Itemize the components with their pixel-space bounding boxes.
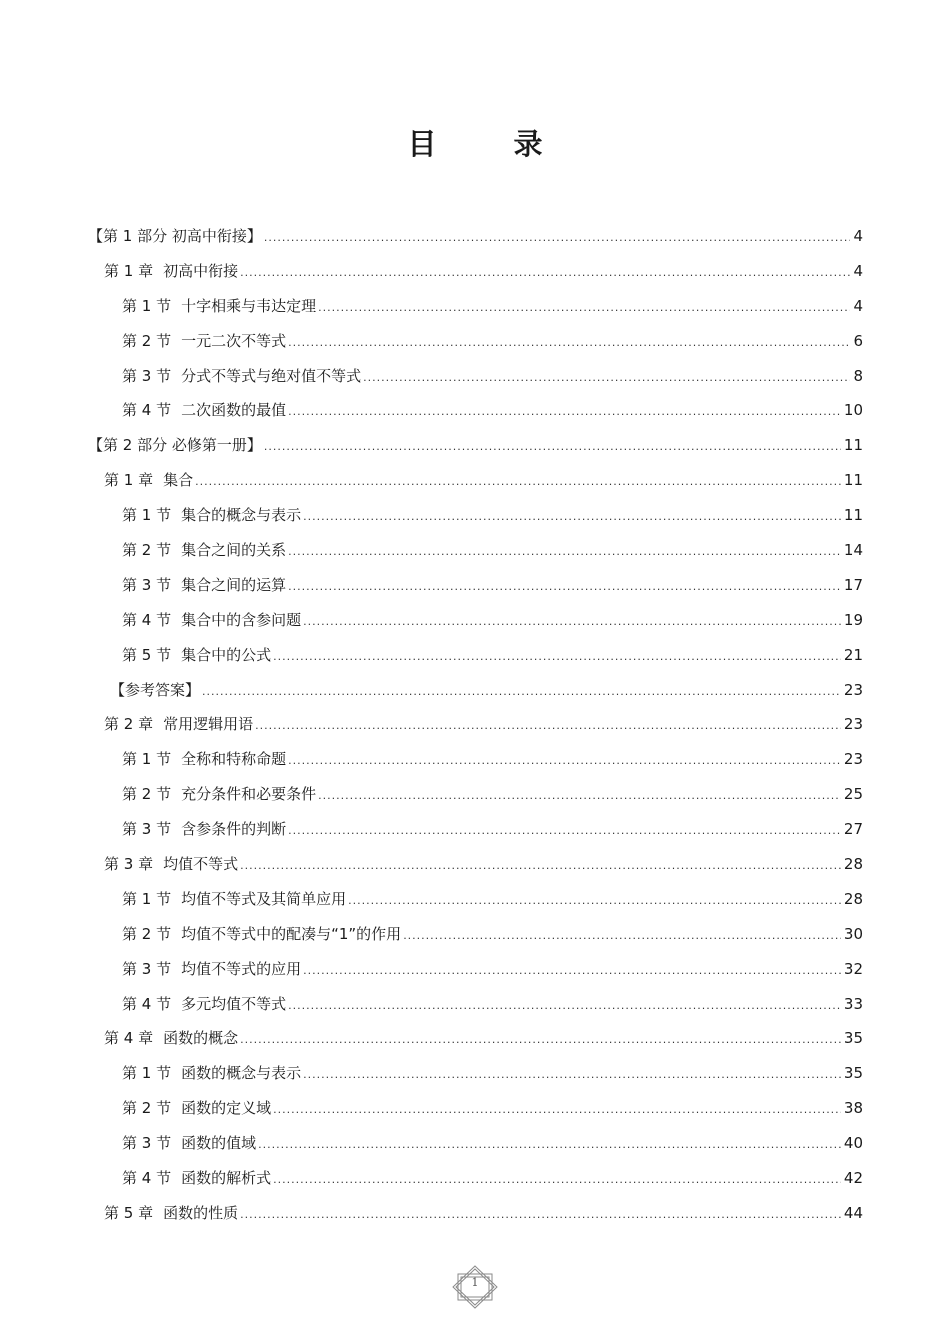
toc-entry[interactable] xyxy=(88,533,863,568)
toc-entry-page: 19 xyxy=(843,610,863,629)
toc-entry[interactable] xyxy=(88,1056,863,1091)
toc-leader-dots xyxy=(288,395,841,430)
toc-leader-dots xyxy=(240,1023,841,1058)
toc-entry[interactable] xyxy=(88,1126,863,1161)
toc-entry[interactable] xyxy=(88,1091,863,1126)
toc-leader-dots xyxy=(363,361,850,396)
toc-entry-page: 10 xyxy=(843,401,863,420)
toc-entry[interactable] xyxy=(88,289,863,324)
toc-entry-label: 均值不等式 xyxy=(163,855,239,874)
toc-entry[interactable] xyxy=(88,603,863,638)
toc-leader-dots xyxy=(273,640,841,675)
toc-entry-label: 【第 1 部分 初高中衔接】 xyxy=(88,227,262,245)
toc-leader-dots xyxy=(202,675,841,710)
toc-entry-number: 第 2 节 xyxy=(122,1099,172,1118)
toc-leader-dots xyxy=(288,989,841,1024)
toc-entry-number: 第 5 章 xyxy=(104,1203,154,1222)
toc-entry-page: 40 xyxy=(843,1134,863,1153)
toc-entry[interactable] xyxy=(88,882,863,917)
toc-entry-label: 【参考答案】 xyxy=(110,680,201,699)
page-title: 目 录 xyxy=(407,127,567,161)
toc-leader-dots xyxy=(240,256,850,291)
toc-entry-number: 第 1 章 xyxy=(104,261,154,280)
toc-entry-number: 第 4 章 xyxy=(104,1029,154,1048)
toc-entry-label: 集合中的公式 xyxy=(181,645,272,664)
toc-entry[interactable] xyxy=(88,917,863,952)
toc-entry[interactable] xyxy=(88,393,863,428)
toc-entry-number: 第 3 节 xyxy=(122,959,172,978)
toc-entry-number: 第 2 节 xyxy=(122,924,172,943)
toc-entry-number: 第 4 节 xyxy=(122,610,172,629)
toc-entry-page: 8 xyxy=(853,366,863,385)
toc-entry-page: 4 xyxy=(853,227,863,245)
toc-entry-page: 28 xyxy=(843,889,863,908)
toc-entry[interactable] xyxy=(88,428,863,463)
toc-entry[interactable] xyxy=(88,777,863,812)
toc-entry-label: 二次函数的最值 xyxy=(181,401,287,420)
toc-entry-page: 42 xyxy=(843,1169,863,1188)
toc-entry-label: 全称和特称命题 xyxy=(181,750,287,769)
toc-entry-number: 第 2 节 xyxy=(122,785,172,804)
toc-leader-dots xyxy=(288,326,850,361)
toc-entry-label: 多元均值不等式 xyxy=(181,994,287,1013)
toc-leader-dots xyxy=(240,849,841,884)
toc-entry[interactable] xyxy=(88,498,863,533)
toc-entry-page: 11 xyxy=(843,436,863,455)
toc-entry-number: 第 1 节 xyxy=(122,296,172,315)
toc-entry-number: 第 1 节 xyxy=(122,506,172,525)
toc-entry-label: 函数的解析式 xyxy=(181,1169,272,1188)
toc-entry-number: 第 3 节 xyxy=(122,1134,172,1153)
toc-entry-page: 17 xyxy=(843,575,863,594)
toc-entry-page: 28 xyxy=(843,855,863,874)
toc-leader-dots xyxy=(273,1093,841,1128)
toc-entry-page: 14 xyxy=(843,541,863,560)
toc-entry-number: 第 1 节 xyxy=(122,1064,172,1083)
toc-entry-number: 第 4 节 xyxy=(122,994,172,1013)
toc-entry-label: 均值不等式的应用 xyxy=(181,959,302,978)
toc-entry[interactable] xyxy=(88,568,863,603)
toc-leader-dots xyxy=(318,291,850,326)
toc-entry-label: 均值不等式及其简单应用 xyxy=(181,889,347,908)
toc-entry-label: 集合之间的关系 xyxy=(181,541,287,560)
toc-leader-dots xyxy=(288,570,841,605)
toc-entry-page: 4 xyxy=(853,261,863,280)
toc-entry-number: 第 3 节 xyxy=(122,820,172,839)
toc-entry-page: 25 xyxy=(843,785,863,804)
toc-entry-page: 33 xyxy=(843,994,863,1013)
toc-entry-number: 第 2 章 xyxy=(104,715,154,734)
toc-leader-dots xyxy=(288,744,841,779)
toc-leader-dots xyxy=(273,1163,841,1198)
toc-entry[interactable] xyxy=(88,463,863,498)
toc-entry-label: 集合的概念与表示 xyxy=(181,506,302,525)
toc-entry[interactable] xyxy=(88,254,863,289)
toc-leader-dots xyxy=(403,919,841,954)
toc-entry-label: 函数的概念 xyxy=(163,1029,239,1048)
toc-entry-label: 充分条件和必要条件 xyxy=(181,785,317,804)
toc-entry-label: 均值不等式中的配凑与“1”的作用 xyxy=(181,924,402,943)
page-number: 1 xyxy=(471,1276,479,1289)
toc-leader-dots xyxy=(303,954,841,989)
toc-entry-label: 函数的概念与表示 xyxy=(181,1064,302,1083)
toc-entry-label: 集合之间的运算 xyxy=(181,575,287,594)
toc-entry-page: 21 xyxy=(843,645,863,664)
toc-entry[interactable] xyxy=(88,987,863,1022)
toc-entry-label: 分式不等式与绝对值不等式 xyxy=(181,366,362,385)
toc-entry[interactable] xyxy=(88,1161,863,1196)
toc-leader-dots xyxy=(348,884,841,919)
toc-entry-page: 23 xyxy=(843,750,863,769)
toc-entry-label: 含参条件的判断 xyxy=(181,820,287,839)
toc-leader-dots xyxy=(303,605,841,640)
toc-leader-dots xyxy=(303,1058,841,1093)
toc-entry-label: 集合 xyxy=(163,471,194,490)
toc-entry[interactable] xyxy=(88,1196,863,1231)
toc-entry-label: 常用逻辑用语 xyxy=(163,715,254,734)
toc-entry-number: 第 4 节 xyxy=(122,1169,172,1188)
toc-entry-page: 35 xyxy=(843,1029,863,1048)
toc-entry-page: 35 xyxy=(843,1064,863,1083)
toc-entry-page: 11 xyxy=(843,506,863,525)
toc-entry-label: 函数的定义域 xyxy=(181,1099,272,1118)
toc-entry[interactable] xyxy=(88,707,863,742)
toc-entry-page: 11 xyxy=(843,471,863,490)
toc-entry-label: 集合中的含参问题 xyxy=(181,610,302,629)
toc-entry-number: 第 2 节 xyxy=(122,331,172,350)
toc-entry[interactable] xyxy=(88,1021,863,1056)
toc-entry[interactable] xyxy=(88,324,863,359)
toc-leader-dots xyxy=(303,500,841,535)
toc-entry-page: 23 xyxy=(843,715,863,734)
toc-entry-page: 30 xyxy=(843,924,863,943)
toc-entry[interactable] xyxy=(88,673,863,708)
toc-entry-page: 44 xyxy=(843,1203,863,1222)
table-of-contents xyxy=(88,219,863,1231)
toc-leader-dots xyxy=(288,535,841,570)
toc-entry-number: 第 3 章 xyxy=(104,855,154,874)
toc-entry-number: 第 3 节 xyxy=(122,366,172,385)
toc-entry-page: 23 xyxy=(843,680,863,699)
toc-entry-number: 第 5 节 xyxy=(122,645,172,664)
toc-leader-dots xyxy=(288,814,841,849)
toc-entry-page: 38 xyxy=(843,1099,863,1118)
toc-entry-page: 4 xyxy=(853,296,863,315)
toc-leader-dots xyxy=(318,779,841,814)
toc-entry[interactable] xyxy=(88,219,863,254)
toc-entry[interactable] xyxy=(88,952,863,987)
toc-leader-dots xyxy=(258,1128,841,1163)
toc-entry-label: 十字相乘与韦达定理 xyxy=(181,296,317,315)
toc-entry-number: 第 4 节 xyxy=(122,401,172,420)
toc-entry[interactable] xyxy=(88,359,863,394)
toc-entry-label: 函数的性质 xyxy=(163,1203,239,1222)
toc-entry-label: 函数的值域 xyxy=(181,1134,257,1153)
toc-entry[interactable] xyxy=(88,847,863,882)
toc-leader-dots xyxy=(195,465,841,500)
toc-entry-number: 第 1 章 xyxy=(104,471,154,490)
toc-entry-number: 第 1 节 xyxy=(122,750,172,769)
toc-entry[interactable] xyxy=(88,638,863,673)
toc-leader-dots xyxy=(264,221,850,256)
toc-entry[interactable] xyxy=(88,812,863,847)
toc-entry-number: 第 2 节 xyxy=(122,541,172,560)
toc-leader-dots xyxy=(255,709,841,744)
toc-entry-page: 6 xyxy=(853,331,863,350)
toc-entry-label: 【第 2 部分 必修第一册】 xyxy=(88,436,262,455)
toc-entry[interactable] xyxy=(88,742,863,777)
toc-entry-number: 第 1 节 xyxy=(122,889,172,908)
toc-entry-page: 27 xyxy=(843,820,863,839)
toc-leader-dots xyxy=(264,430,841,465)
toc-entry-number: 第 3 节 xyxy=(122,575,172,594)
toc-entry-page: 32 xyxy=(843,959,863,978)
toc-entry-label: 初高中衔接 xyxy=(163,261,239,280)
toc-entry-label: 一元二次不等式 xyxy=(181,331,287,350)
toc-leader-dots xyxy=(240,1198,841,1233)
